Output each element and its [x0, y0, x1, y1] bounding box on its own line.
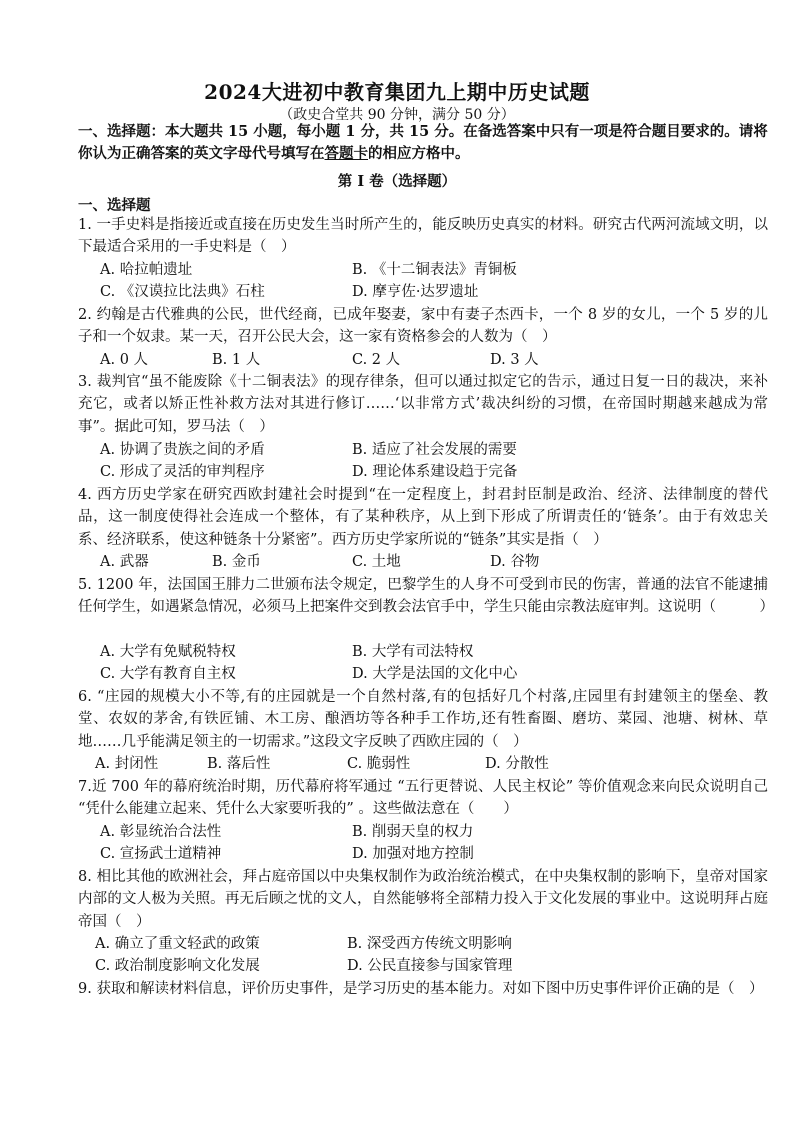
section-title: 一、选择题: [78, 197, 151, 214]
option-d[interactable]: D. 大学是法国的文化中心: [352, 666, 518, 683]
options-3: [100, 439, 760, 484]
options-7: [100, 821, 760, 866]
question-3: 3. 裁判官“虽不能废除《十二铜表法》的现存律条，但可以通过拟定它的告示，通过日复一日的裁决，来补充它，或者以矫正性补救方法对其进行修订……‘以非常方式’裁决纠纷的习惯，在帝国时期越来越成为常事”。据此可知，罗马法（ ）: [78, 374, 768, 435]
instructions-part1: 一、选择题：本大题共 15 小题，每小题 1 分，共 15 分。在备选答案中只有一项是符合题目要求的。请将你认为正确答案的英文字母代号填写在: [78, 123, 768, 162]
option-b[interactable]: B. 1 人: [212, 352, 261, 368]
option-b[interactable]: B. 深受西方传统文明影响: [347, 936, 512, 952]
question-7: 7.近 700 年的幕府统治时期，历代幕府将军通过 “五行更替说、人民主权论” 等价值观念来向民众说明自己 “凭什么能建立起来、凭什么大家要听我的” 。这些做法意在（ ）: [78, 779, 768, 818]
option-c[interactable]: C. 大学有教育自主权: [100, 666, 236, 683]
option-d[interactable]: D. 3 人: [490, 352, 539, 368]
option-d[interactable]: D. 谷物: [490, 554, 540, 570]
option-c[interactable]: C. 宣扬武士道精神: [100, 846, 222, 863]
option-d[interactable]: D. 摩亨佐·达罗遗址: [352, 284, 479, 301]
question-9: 9. 获取和解读材料信息，评价历史事件，是学习历史的基本能力。对如下图中历史事件评价正确的是（ ）: [78, 981, 764, 997]
option-a[interactable]: A. 武器: [100, 554, 149, 570]
option-b[interactable]: B. 金币: [212, 554, 261, 570]
option-a[interactable]: A. 0 人: [100, 352, 149, 368]
options-2: [100, 349, 760, 371]
option-c[interactable]: C. 政治制度影响文化发展: [95, 958, 260, 975]
options-5: [100, 641, 760, 686]
option-d[interactable]: D. 理论体系建设趋于完备: [352, 464, 518, 481]
option-b[interactable]: B. 《十二铜表法》青铜板: [352, 262, 517, 278]
option-c[interactable]: C. 《汉谟拉比法典》石柱: [100, 284, 265, 301]
option-d[interactable]: D. 分散性: [485, 756, 549, 772]
page-title: 2024大进初中教育集团九上期中历史试题: [204, 80, 590, 104]
option-a[interactable]: A. 大学有免赋税特权: [100, 644, 236, 660]
volume-title: 第 I 卷（选择题）: [337, 173, 457, 190]
instructions-part2: 的相应方格中。: [368, 145, 470, 162]
options-6: [95, 753, 755, 775]
option-a[interactable]: A. 哈拉帕遗址: [100, 262, 193, 278]
answer-card-text: 答题卡: [324, 145, 368, 162]
option-d[interactable]: D. 加强对地方控制: [352, 846, 474, 863]
option-b[interactable]: B. 落后性: [207, 756, 271, 772]
option-a[interactable]: A. 协调了贵族之间的矛盾: [100, 442, 265, 458]
question-1: 1. 一手史料是指接近或直接在历史发生当时所产生的，能反映历史真实的材料。研究古代两河流域文明，以下最适合采用的一手史料是（ ）: [78, 217, 768, 256]
option-a[interactable]: A. 彰显统治合法性: [100, 824, 222, 840]
option-c[interactable]: C. 2 人: [352, 352, 401, 368]
question-5: 5. 1200 年，法国国王腓力二世颁布法令规定，巴黎学生的人身不可受到市民的伤害，普通的法官不能逮捕任何学生，如遇紧急情况，必须马上把案件交到教会法官手中，学生只能由宗教法庭审判。这说明（ ）: [78, 577, 774, 616]
question-4: 4. 西方历史学家在研究西欧封建社会时提到“在一定程度上，封君封臣制是政治、经济、法律制度的替代品，这一制度使得社会连成一个整体，有了某种秩序，从上到下形成了所谓责任的‘链条’。由于有效忠关系、经济联系，使这种链条十分紧密”。西方历史学家所说的“链条”其实是指（ ）: [78, 487, 768, 548]
options-4: [100, 551, 760, 573]
option-c[interactable]: C. 土地: [352, 554, 401, 570]
question-6: 6. “庄园的规模大小不等,有的庄园就是一个自然村落,有的包括好几个村落,庄园里有封建领主的堡垒、教堂、农奴的茅舍,有铁匠铺、木工房、酿酒坊等各种手工作坊,还有牲畜圈、磨坊、菜园、池塘、树林、草地……几乎能满足领主的一切需求。”这段文字反映了西欧庄园的（ ）: [78, 689, 768, 750]
option-b[interactable]: B. 削弱天皇的权力: [352, 824, 474, 840]
option-c[interactable]: C. 形成了灵活的审判程序: [100, 464, 265, 481]
option-a[interactable]: A. 封闭性: [95, 756, 159, 772]
options-8: [95, 933, 755, 978]
options-1: [100, 259, 760, 304]
option-b[interactable]: B. 适应了社会发展的需要: [352, 442, 517, 458]
option-c[interactable]: C. 脆弱性: [347, 756, 411, 772]
option-a[interactable]: A. 确立了重文轻武的政策: [95, 936, 260, 952]
question-2: 2. 约翰是古代雅典的公民，世代经商，已成年娶妻，家中有妻子杰西卡，一个 8 岁的女儿，一个 5 岁的儿子和一个奴隶。某一天，召开公民大会，这一家有资格参会的人数为（ ）: [78, 307, 768, 346]
exam-subtitle: （政史合堂共 90 分钟，满分 50 分）: [279, 107, 515, 123]
option-d[interactable]: D. 公民直接参与国家管理: [347, 958, 513, 975]
section-instructions: [78, 121, 768, 165]
option-b[interactable]: B. 大学有司法特权: [352, 644, 474, 660]
question-8: 8. 相比其他的欧洲社会，拜占庭帝国以中央集权制作为政治统治模式，在中央集权制的影响下，皇帝对国家内部的文人极为关照。再无后顾之忧的文人，自然能够将全部精力投入于文化发展的事业中。这说明拜占庭帝国（ ）: [78, 869, 768, 930]
